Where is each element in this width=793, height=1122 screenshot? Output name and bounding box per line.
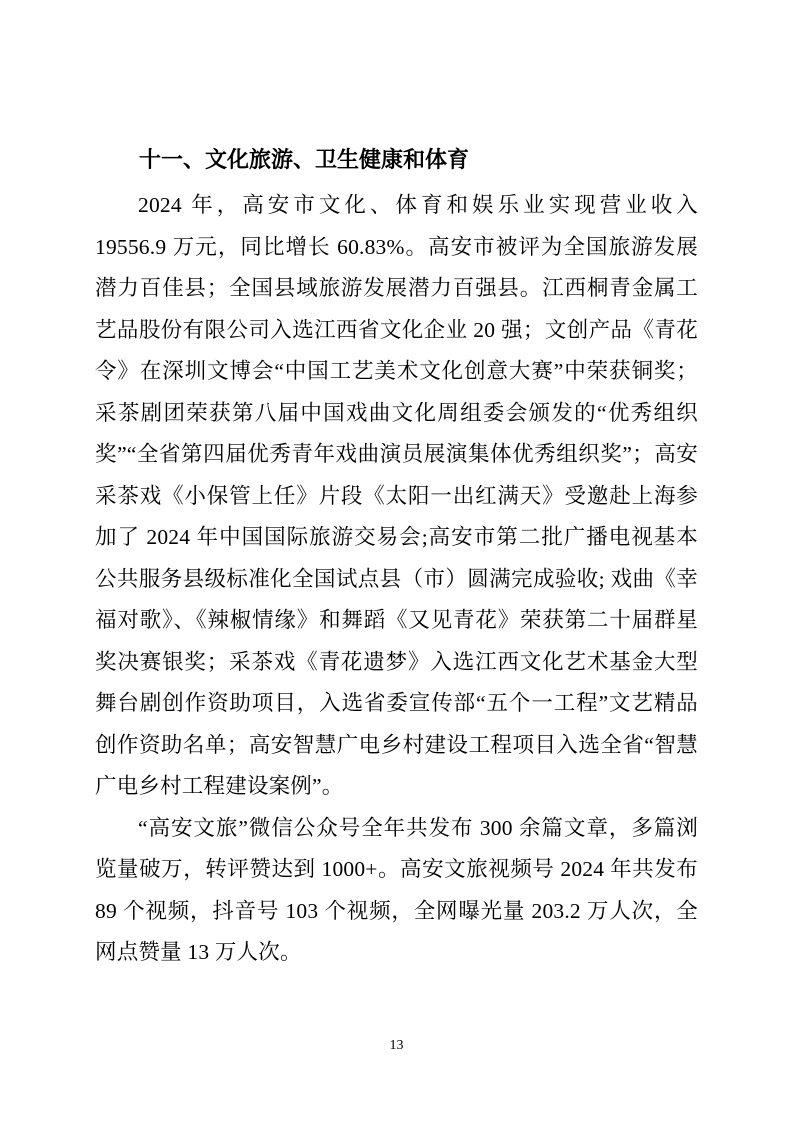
paragraph-2: “高安文旅”微信公众号全年共发布 300 余篇文章，多篇浏览量破万，转评赞达到 1000+。高安文旅视频号 2024 年共发布 89 个视频，抖音号 103 个视频，全网曝光量 203.2 万人次，全网点赞量 13 万人次。 [95,815,698,964]
page-number: 13 [389,1038,404,1053]
paragraph-1: 2024 年，高安市文化、体育和娱乐业实现营业收入 19556.9 万元，同比增长 60.83%。高安市被评为全国旅游发展潜力百佳县；全国县域旅游发展潜力百强县。江西桐青金属工艺品股份有限公司入选江西省文化企业 20 强；文创产品《青花令》在深圳文博会“中国工艺美术文化创意大赛”中荣获铜奖；采茶剧团荣获第八届中国戏曲文化周组委会颁发的“优秀组织奖”“全省第四届优秀青年戏曲演员展演集体优秀组织奖”；高安采茶戏《小保管上任》片段《太阳一出红满天》受邀赴上海参加了 2024 年中国国际旅游交易会;高安市第二批广播电视基本公共服务县级标准化全国试点县（市）圆满完成验收; 戏曲《幸福对歌》、《辣椒情缘》和舞蹈《又见青花》荣获第二十届群星奖决赛银奖；采茶戏《青花遗梦》入选江西文化艺术基金大型舞台剧创作资助项目，入选省委宣传部“五个一工程”文艺精品创作资助名单；高安智慧广电乡村建设工程项目入选全省“智慧广电乡村工程建设案例”。 [95,193,698,798]
section-heading: 十一、文化旅游、卫生健康和体育 [139,147,470,172]
